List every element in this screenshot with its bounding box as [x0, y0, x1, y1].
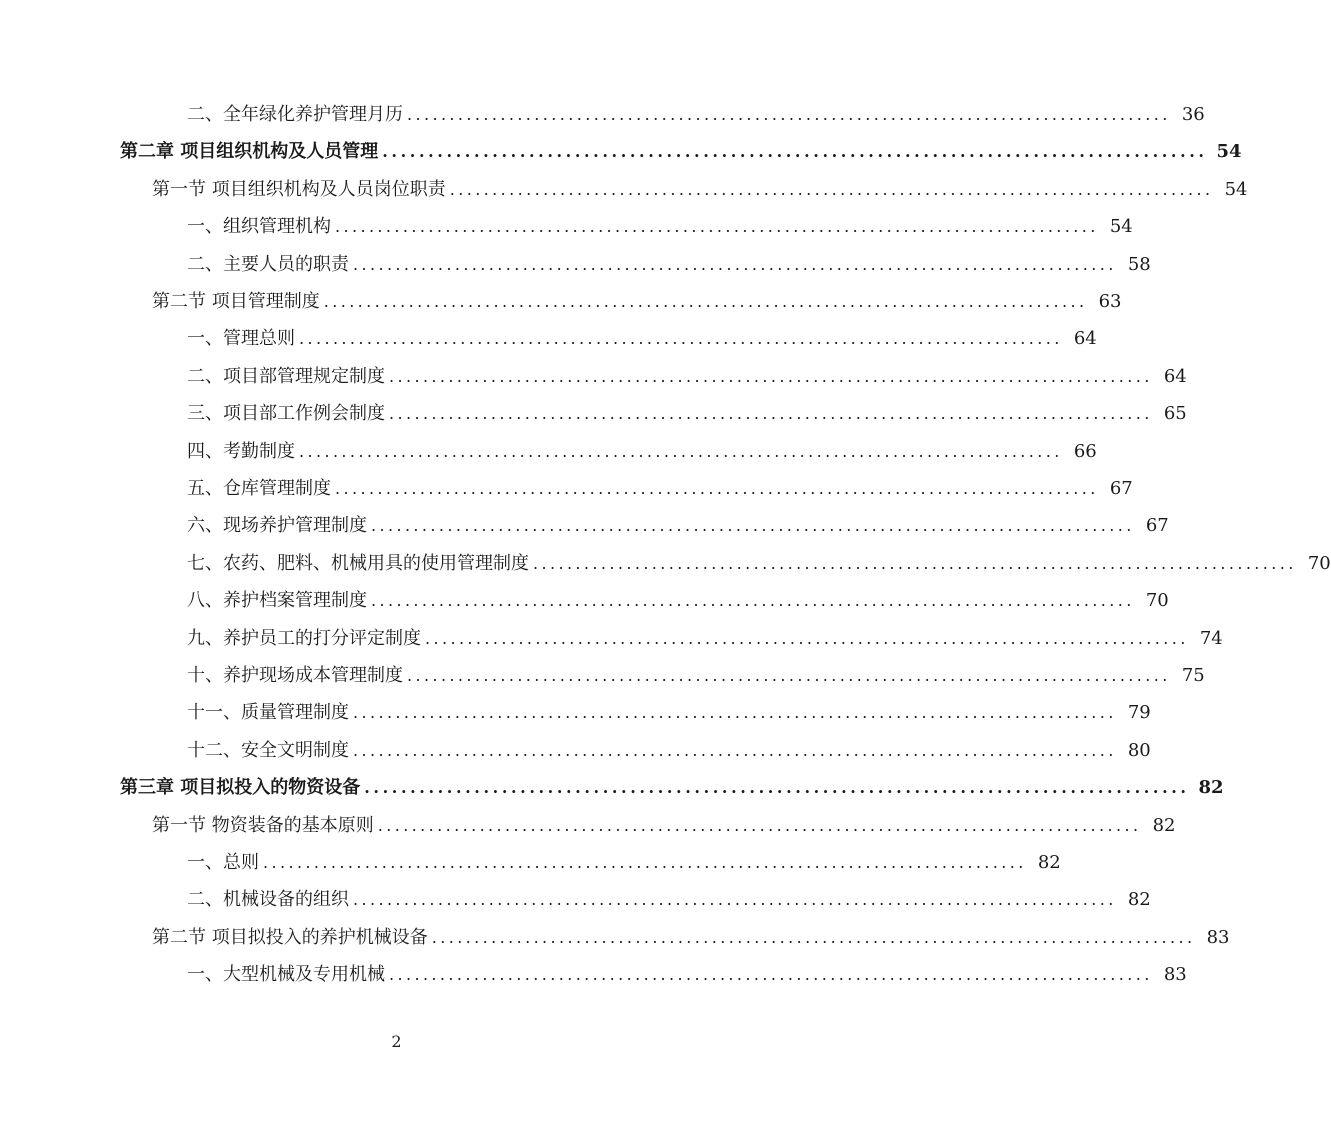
toc-page-number: 67 — [1145, 515, 1169, 537]
toc-page-number: 65 — [1163, 403, 1187, 425]
toc-entry-title: 二、机械设备的组织 — [187, 889, 349, 911]
toc-entry-title: 十二、安全文明制度 — [187, 739, 349, 761]
toc-chapter-entry[interactable] — [0, 137, 1242, 167]
toc-dot-leader: .......................................................................................... — [353, 740, 1117, 760]
toc-entry-title: 第一节 物资装备的基本原则 — [152, 814, 374, 836]
toc-page-number: 82 — [1198, 777, 1224, 799]
toc-subsection-entry[interactable] — [0, 362, 1187, 392]
toc-page-number: 82 — [1127, 889, 1151, 911]
toc-page-number: 82 — [1037, 852, 1061, 873]
toc-dot-leader: .......................................................................................... — [407, 105, 1171, 124]
toc-entry-title: 第一节 项目组织机构及人员岗位职责 — [152, 178, 446, 200]
toc-dot-leader: .......................................................................................... — [431, 927, 1196, 947]
toc-dot-leader: .......................................................................................... — [371, 591, 1135, 611]
toc-entry-title: 九、养护员工的打分评定制度 — [187, 627, 421, 649]
toc-subsection-entry[interactable] — [0, 250, 1151, 280]
toc-chapter-entry[interactable] — [0, 773, 1224, 803]
toc-subsection-entry[interactable] — [0, 698, 1151, 728]
toc-entry-title: 第二节 项目管理制度 — [152, 291, 320, 312]
toc-page-number: 74 — [1199, 627, 1223, 649]
toc-page-number: 54 — [1224, 178, 1248, 200]
toc-page-number: 67 — [1109, 478, 1133, 499]
toc-entry-title: 第二节 项目拟投入的养护机械设备 — [152, 926, 428, 948]
toc-entry-title: 二、项目部管理规定制度 — [187, 365, 385, 387]
toc-dot-leader: .......................................................................................... — [533, 553, 1297, 573]
toc-page-number: 54 — [1216, 141, 1242, 163]
toc-dot-leader: .......................................................................................... — [299, 329, 1063, 349]
toc-section-entry[interactable] — [0, 811, 1176, 841]
toc-page-number: 70 — [1307, 552, 1331, 574]
toc-subsection-entry[interactable] — [0, 661, 1205, 691]
toc-subsection-entry[interactable] — [0, 848, 1061, 878]
toc-entry-title: 一、管理总则 — [187, 328, 295, 350]
toc-entry-title: 第三章 项目拟投入的物资设备 — [120, 777, 361, 799]
toc-entry-title: 五、仓库管理制度 — [187, 478, 331, 499]
toc-page-number: 58 — [1127, 253, 1151, 275]
toc-dot-leader: .......................................................................................... — [263, 853, 1027, 872]
toc-page-number: 83 — [1206, 926, 1230, 948]
toc-dot-leader: .......................................................................................... — [335, 479, 1099, 498]
toc-dot-leader: .......................................................................................... — [353, 703, 1117, 723]
toc-subsection-entry[interactable] — [0, 437, 1097, 467]
toc-entry-title: 十一、质量管理制度 — [187, 702, 349, 724]
toc-page-number: 80 — [1127, 739, 1151, 761]
toc-section-entry[interactable] — [0, 175, 1248, 205]
toc-dot-leader: .......................................................................................... — [382, 142, 1208, 162]
toc-entry-title: 一、组织管理机构 — [187, 216, 331, 238]
toc-entry-title: 三、项目部工作例会制度 — [187, 403, 385, 425]
toc-entry-title: 八、养护档案管理制度 — [187, 590, 367, 612]
toc-entry-title: 六、现场养护管理制度 — [187, 515, 367, 537]
toc-dot-leader: .......................................................................................... — [449, 179, 1214, 199]
toc-page-number: 79 — [1127, 702, 1151, 724]
toc-page-number: 70 — [1145, 590, 1169, 612]
toc-subsection-entry[interactable] — [0, 586, 1169, 616]
toc-dot-leader: .......................................................................................... — [407, 666, 1171, 685]
toc-subsection-entry[interactable] — [0, 212, 1133, 242]
toc-dot-leader: .......................................................................................... — [353, 254, 1117, 274]
toc-subsection-entry[interactable] — [0, 511, 1169, 541]
toc-subsection-entry[interactable] — [0, 960, 1187, 990]
toc-entry-title: 四、考勤制度 — [187, 440, 295, 462]
toc-dot-leader: .......................................................................................... — [377, 815, 1142, 835]
toc-dot-leader: .......................................................................................... — [353, 890, 1117, 910]
toc-entry-title: 一、大型机械及专用机械 — [187, 964, 385, 986]
toc-page-number: 82 — [1152, 814, 1176, 836]
toc-page-number: 64 — [1073, 328, 1097, 350]
toc-section-entry[interactable] — [0, 923, 1230, 953]
toc-subsection-entry[interactable] — [0, 549, 1331, 579]
toc-page-number: 66 — [1073, 440, 1097, 462]
toc-dot-leader: .......................................................................................... — [389, 965, 1153, 985]
page-number: 2 — [391, 1032, 402, 1051]
toc-entry-title: 二、主要人员的职责 — [187, 253, 349, 275]
toc-dot-leader: .......................................................................................... — [364, 778, 1190, 798]
toc-dot-leader: .......................................................................................... — [425, 628, 1189, 648]
toc-subsection-entry[interactable] — [0, 624, 1223, 654]
toc-dot-leader: .......................................................................................... — [371, 516, 1135, 536]
toc-page-number: 63 — [1098, 291, 1122, 312]
toc-dot-leader: .......................................................................................... — [389, 404, 1153, 424]
toc-subsection-entry[interactable] — [0, 399, 1187, 429]
toc-subsection-entry[interactable] — [0, 736, 1151, 766]
toc-dot-leader: .......................................................................................... — [389, 366, 1153, 386]
toc-dot-leader: .......................................................................................... — [323, 292, 1088, 311]
toc-page-number: 54 — [1109, 216, 1133, 238]
toc-subsection-entry[interactable] — [0, 324, 1097, 354]
toc-section-entry[interactable] — [0, 287, 1122, 317]
toc-page-number: 64 — [1163, 365, 1187, 387]
toc-entry-title: 七、农药、肥料、机械用具的使用管理制度 — [187, 552, 529, 574]
toc-subsection-entry[interactable] — [0, 100, 1205, 130]
toc-page-number: 36 — [1181, 104, 1205, 125]
toc-subsection-entry[interactable] — [0, 474, 1133, 504]
toc-dot-leader: .......................................................................................... — [335, 217, 1099, 237]
toc-entry-title: 一、总则 — [187, 852, 259, 873]
toc-page-number: 83 — [1163, 964, 1187, 986]
toc-page-number: 75 — [1181, 665, 1205, 686]
toc-dot-leader: .......................................................................................... — [299, 441, 1063, 461]
toc-entry-title: 第二章 项目组织机构及人员管理 — [120, 141, 379, 163]
toc-subsection-entry[interactable] — [0, 885, 1151, 915]
toc-entry-title: 二、全年绿化养护管理月历 — [187, 104, 403, 125]
toc-entry-title: 十、养护现场成本管理制度 — [187, 665, 403, 686]
